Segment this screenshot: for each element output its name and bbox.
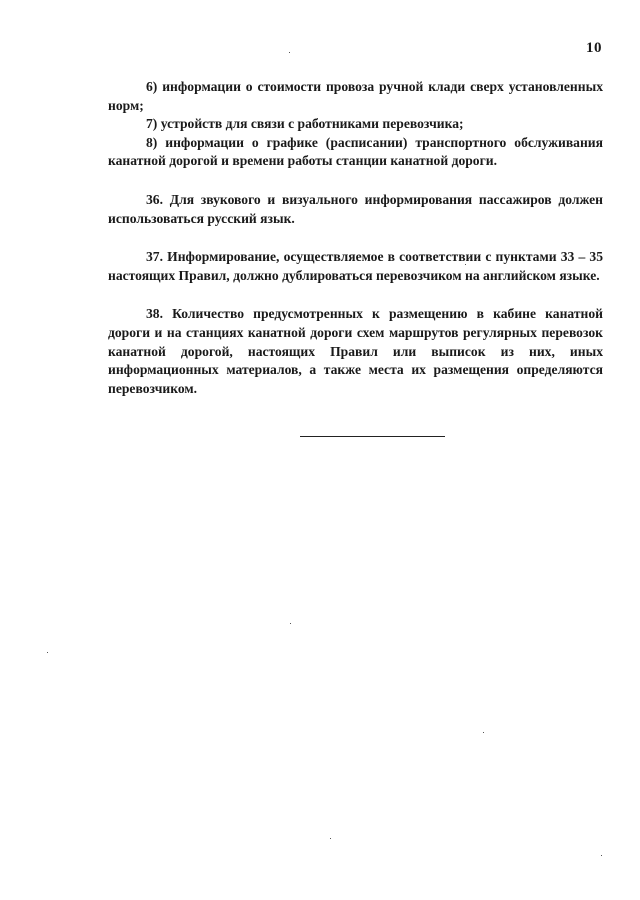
paragraph-item-6: 6) информации о стоимости провоза ручной клади сверх установленных норм;: [108, 79, 603, 113]
scan-speck: [47, 652, 48, 653]
paragraph-spacer: [108, 171, 603, 191]
document-body: [108, 78, 603, 398]
scan-speck: [290, 623, 291, 624]
scan-speck: [465, 264, 466, 265]
paragraph-spacer: [108, 228, 603, 248]
paragraph-item-8: 8) информации о графике (расписании) транспортного обслуживания канатной дорогой и времени работы станции канатной дороги.: [108, 134, 603, 169]
paragraph-36: 36. Для звукового и визуального информирования пассажиров должен использоваться русский язык.: [108, 191, 603, 226]
paragraph-38: 38. Количество предусмотренных к размещению в кабине канатной дороги и на станциях канатной дороги схем маршрутов регулярных перевозок канатной дорогой, настоящих Правил или выписок из них, иных информационных материалов, а также места их размещения определяются перевозчиком.: [108, 306, 603, 396]
paragraph-37: 37. Информирование, осуществляемое в соответствии с пунктами 33 – 35 настоящих Правил, должно дублироваться перевозчиком на английском языке.: [108, 249, 603, 283]
page-number: 10: [586, 40, 602, 56]
paragraph-item-7: 7) устройств для связи с работниками перевозчика;: [146, 116, 464, 132]
scan-speck: [289, 52, 290, 53]
scan-speck: [601, 855, 602, 856]
scan-speck: [483, 732, 484, 733]
paragraph-spacer: [108, 285, 603, 305]
scan-speck: [330, 838, 331, 839]
end-of-document-rule: [300, 436, 445, 437]
